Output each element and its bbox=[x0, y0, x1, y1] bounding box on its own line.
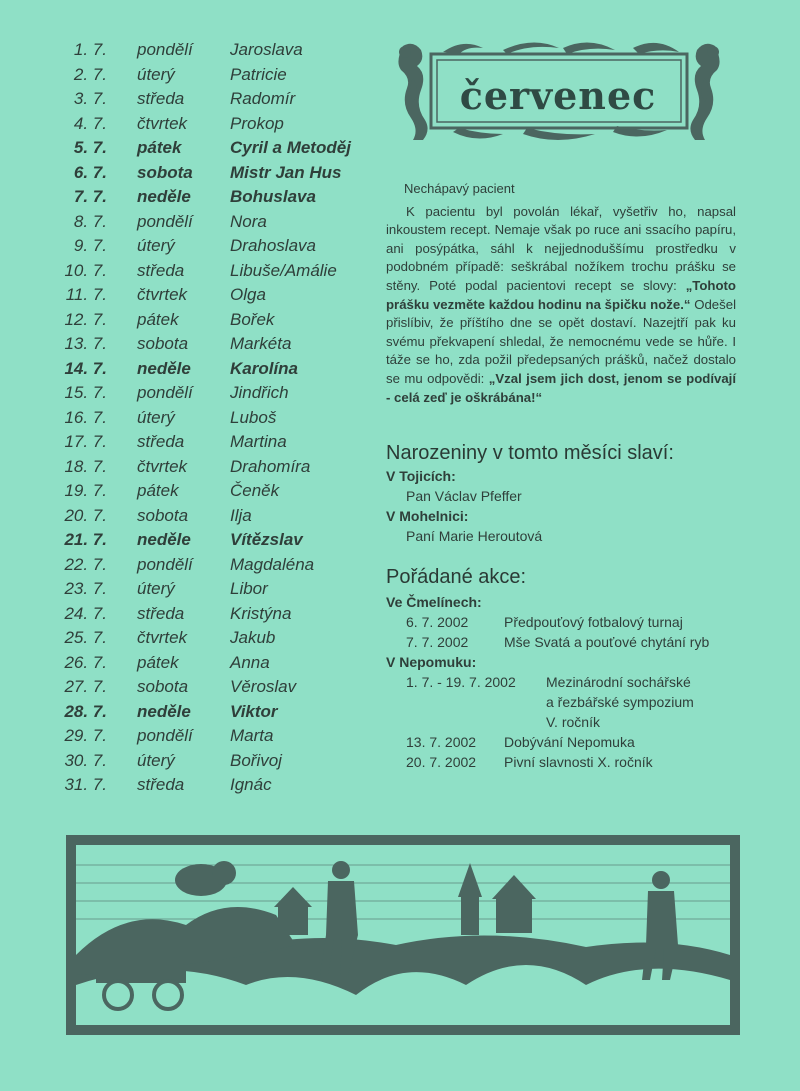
event-place: Ve Čmelínech: bbox=[386, 594, 482, 610]
calendar-weekday: sobota bbox=[137, 505, 189, 525]
calendar-weekday: čtvrtek bbox=[137, 456, 188, 476]
calendar-weekday: pondělí bbox=[137, 726, 193, 745]
calendar-date: 8. 7. bbox=[73, 211, 107, 231]
event-date: 20. 7. 2002 bbox=[406, 754, 477, 770]
calendar-date: 21. 7. bbox=[64, 530, 107, 549]
calendar-date: 19. 7. bbox=[64, 481, 107, 500]
calendar-row bbox=[55, 285, 375, 310]
calendar-date: 10. 7. bbox=[64, 260, 107, 280]
calendar-nameday: Kristýna bbox=[230, 603, 292, 623]
calendar-nameday: Luboš bbox=[230, 407, 277, 427]
calendar-weekday: úterý bbox=[137, 64, 175, 84]
calendar-weekday: neděle bbox=[137, 701, 191, 721]
birthdays-heading: Narozeniny v tomto měsíci slaví: bbox=[386, 442, 674, 464]
calendar-weekday: úterý bbox=[137, 750, 175, 770]
calendar-date: 1. 7. bbox=[73, 40, 107, 59]
calendar-row bbox=[55, 457, 375, 482]
calendar-row bbox=[55, 775, 375, 800]
story-title: Nechápavý pacient bbox=[404, 181, 515, 196]
calendar-row bbox=[55, 310, 375, 335]
event-place: V Nepomuku: bbox=[386, 654, 477, 670]
calendar-date: 24. 7. bbox=[64, 603, 107, 623]
calendar-nameday: Bohuslava bbox=[230, 187, 316, 206]
calendar-date: 30. 7. bbox=[64, 750, 107, 770]
calendar-nameday: Jakub bbox=[230, 628, 276, 647]
calendar-row bbox=[55, 726, 375, 751]
calendar-nameday: Vítězslav bbox=[230, 530, 303, 549]
calendar-date: 28. 7. bbox=[64, 701, 107, 721]
calendar-date: 16. 7. bbox=[64, 407, 107, 427]
calendar-date: 27. 7. bbox=[64, 677, 107, 696]
calendar-nameday: Drahoslava bbox=[230, 236, 316, 255]
calendar-date: 31. 7. bbox=[64, 775, 107, 794]
calendar-row bbox=[55, 653, 375, 678]
calendar-row bbox=[55, 261, 375, 286]
event-row-continued bbox=[386, 692, 736, 712]
event-date: 13. 7. 2002 bbox=[406, 734, 477, 750]
calendar-weekday: pondělí bbox=[137, 554, 193, 574]
event-row bbox=[386, 752, 736, 772]
calendar-row bbox=[55, 383, 375, 408]
calendar-nameday: Nora bbox=[230, 211, 267, 231]
calendar-date: 26. 7. bbox=[64, 652, 107, 672]
calendar-date: 14. 7. bbox=[64, 358, 107, 378]
calendar-nameday: Olga bbox=[230, 285, 266, 304]
woodcut-illustration bbox=[66, 835, 740, 1035]
calendar-nameday: Martina bbox=[230, 432, 287, 451]
calendar-row bbox=[55, 65, 375, 90]
event-row bbox=[386, 612, 736, 632]
calendar-row bbox=[55, 628, 375, 653]
calendar-weekday: pondělí bbox=[137, 40, 193, 59]
event-row bbox=[386, 672, 736, 692]
birthday-place: V Mohelnici: bbox=[386, 508, 469, 524]
calendar-row bbox=[55, 114, 375, 139]
calendar-row bbox=[55, 359, 375, 384]
calendar-weekday: čtvrtek bbox=[137, 285, 188, 304]
event-date: 6. 7. 2002 bbox=[406, 614, 469, 630]
event-row bbox=[386, 632, 736, 652]
calendar-nameday: Marta bbox=[230, 726, 274, 745]
calendar-weekday: středa bbox=[137, 775, 185, 794]
birthdays-list bbox=[386, 466, 542, 546]
calendar-date: 29. 7. bbox=[64, 726, 107, 745]
calendar-weekday: pátek bbox=[137, 138, 182, 157]
calendar-nameday: Markéta bbox=[230, 334, 292, 353]
calendar-nameday: Bořek bbox=[230, 309, 275, 329]
birthday-person: Pan Václav Pfeffer bbox=[406, 488, 522, 504]
event-text: Pivní slavnosti X. ročník bbox=[504, 754, 653, 770]
calendar-row bbox=[55, 555, 375, 580]
calendar-date: 4. 7. bbox=[73, 113, 107, 133]
calendar-nameday: Magdaléna bbox=[230, 554, 315, 574]
calendar-date: 6. 7. bbox=[73, 162, 107, 182]
calendar-nameday: Ignác bbox=[230, 775, 272, 794]
calendar-row bbox=[55, 236, 375, 261]
calendar-nameday: Jindřich bbox=[230, 383, 289, 402]
calendar-weekday: sobota bbox=[137, 334, 189, 353]
event-row bbox=[386, 732, 736, 752]
calendar-weekday: pondělí bbox=[137, 383, 193, 402]
calendar-date: 5. 7. bbox=[73, 138, 107, 157]
event-text: Dobývání Nepomuka bbox=[504, 734, 635, 750]
calendar-row bbox=[55, 212, 375, 237]
calendar-date: 22. 7. bbox=[64, 554, 107, 574]
calendar-row bbox=[55, 163, 375, 188]
calendar-date: 17. 7. bbox=[64, 432, 107, 451]
calendar-date: 25. 7. bbox=[64, 628, 107, 647]
calendar-nameday: Cyril a Metoděj bbox=[230, 138, 351, 157]
story-quote-2: „Vzal jsem jich dost, jenom se podívají - celá zeď je oškrábána!“ bbox=[386, 370, 736, 405]
calendar-date: 13. 7. bbox=[64, 334, 107, 353]
calendar-row bbox=[55, 751, 375, 776]
calendar-nameday: Anna bbox=[230, 652, 270, 672]
calendar-weekday: neděle bbox=[137, 358, 191, 378]
calendar-nameday: Ilja bbox=[230, 505, 252, 525]
birthday-place: V Tojicích: bbox=[386, 468, 456, 484]
calendar-row bbox=[55, 530, 375, 555]
event-text: Mezinárodní sochářské bbox=[546, 674, 691, 690]
calendar-date: 3. 7. bbox=[73, 89, 107, 108]
month-title: červenec bbox=[459, 73, 657, 118]
calendar-weekday: pondělí bbox=[137, 211, 193, 231]
calendar-row bbox=[55, 432, 375, 457]
event-date: 7. 7. 2002 bbox=[406, 634, 469, 650]
calendar-nameday: Bořivoj bbox=[230, 750, 282, 770]
calendar-nameday: Radomír bbox=[230, 89, 296, 108]
calendar-weekday: pátek bbox=[137, 481, 179, 500]
calendar-row bbox=[55, 604, 375, 629]
event-text: a řezbářské sympozium bbox=[546, 694, 694, 710]
calendar-weekday: pátek bbox=[137, 652, 179, 672]
birthday-person: Paní Marie Heroutová bbox=[406, 528, 543, 544]
calendar-weekday: čtvrtek bbox=[137, 628, 188, 647]
calendar-nameday: Karolína bbox=[230, 358, 299, 378]
story-part-1: K pacientu byl povolán lékař, vyšetřiv ho, napsal inkoustem recept. Nemaje však po ruce ani ssacího papíru, ani posýpátka, sáhl k nejjednoduššímu prostředku v podobném případě: seškrábal nožíkem trochu prášku se stěny. Poté podal pacientovi recept se slovy: bbox=[386, 203, 736, 293]
calendar-nameday: Patricie bbox=[230, 64, 287, 84]
calendar-nameday: Libuše/Amálie bbox=[230, 260, 337, 280]
calendar-row bbox=[55, 481, 375, 506]
event-date: 1. 7. - 19. 7. 2002 bbox=[406, 674, 516, 690]
calendar-date: 11. 7. bbox=[65, 285, 107, 304]
calendar-row bbox=[55, 677, 375, 702]
event-text: Předpouťový fotbalový turnaj bbox=[504, 614, 683, 630]
calendar-nameday: Čeněk bbox=[230, 481, 280, 500]
calendar-nameday: Libor bbox=[230, 579, 268, 598]
calendar-date: 12. 7. bbox=[64, 309, 107, 329]
calendar-row bbox=[55, 89, 375, 114]
calendar-weekday: úterý bbox=[137, 236, 175, 255]
events-heading: Pořádané akce: bbox=[386, 566, 527, 588]
calendar-row bbox=[55, 40, 375, 65]
calendar-weekday: čtvrtek bbox=[137, 113, 188, 133]
calendar-nameday: Drahomíra bbox=[230, 456, 311, 476]
event-text: V. ročník bbox=[546, 714, 600, 730]
calendar-date: 9. 7. bbox=[73, 236, 107, 255]
calendar-weekday: úterý bbox=[137, 579, 175, 598]
calendar-row bbox=[55, 408, 375, 433]
calendar-date: 18. 7. bbox=[64, 456, 107, 476]
calendar-row bbox=[55, 702, 375, 727]
calendar-nameday: Prokop bbox=[230, 113, 284, 133]
calendar-weekday: neděle bbox=[137, 530, 191, 549]
events-list bbox=[386, 592, 736, 772]
calendar-nameday: Věroslav bbox=[230, 677, 297, 696]
calendar-row bbox=[55, 579, 375, 604]
calendar-nameday: Jaroslava bbox=[230, 40, 303, 59]
calendar-date: 7. 7. bbox=[73, 187, 107, 206]
calendar-nameday: Mistr Jan Hus bbox=[230, 162, 342, 182]
calendar-weekday: úterý bbox=[137, 407, 175, 427]
calendar-weekday: pátek bbox=[137, 309, 179, 329]
calendar-weekday: středa bbox=[137, 260, 185, 280]
event-row-continued bbox=[386, 712, 736, 732]
calendar-row bbox=[55, 187, 375, 212]
event-text: Mše Svatá a pouťové chytání ryb bbox=[504, 634, 710, 650]
calendar-weekday: středa bbox=[137, 603, 185, 623]
calendar-date: 15. 7. bbox=[64, 383, 107, 402]
calendar-weekday: neděle bbox=[137, 187, 191, 206]
story-quote-1: „Tohoto prášku vezměte každou hodinu na špičku nože.“ bbox=[386, 277, 736, 312]
calendar-date: 23. 7. bbox=[64, 579, 107, 598]
calendar-weekday: středa bbox=[137, 89, 185, 108]
calendar-date: 2. 7. bbox=[73, 64, 107, 84]
calendar-date: 20. 7. bbox=[64, 505, 107, 525]
calendar-weekday: sobota bbox=[137, 162, 193, 182]
story-block bbox=[386, 180, 736, 407]
calendar-row bbox=[55, 506, 375, 531]
calendar-weekday: sobota bbox=[137, 677, 189, 696]
calendar-row bbox=[55, 334, 375, 359]
story-part-2: Odešel přislíbiv, že příštího dne se opět dostaví. Nazejtří pak ku svému překvapení shledal, že nemocnému vede se hůře. I táže se ho, zda požil předepsaných prášků, načež dostalo se mu odpovědi: bbox=[386, 296, 736, 386]
calendar-nameday: Viktor bbox=[230, 701, 278, 721]
calendar-weekday: středa bbox=[137, 432, 185, 451]
story-text bbox=[386, 203, 736, 408]
calendar-list bbox=[55, 40, 375, 800]
calendar-row bbox=[55, 138, 375, 163]
